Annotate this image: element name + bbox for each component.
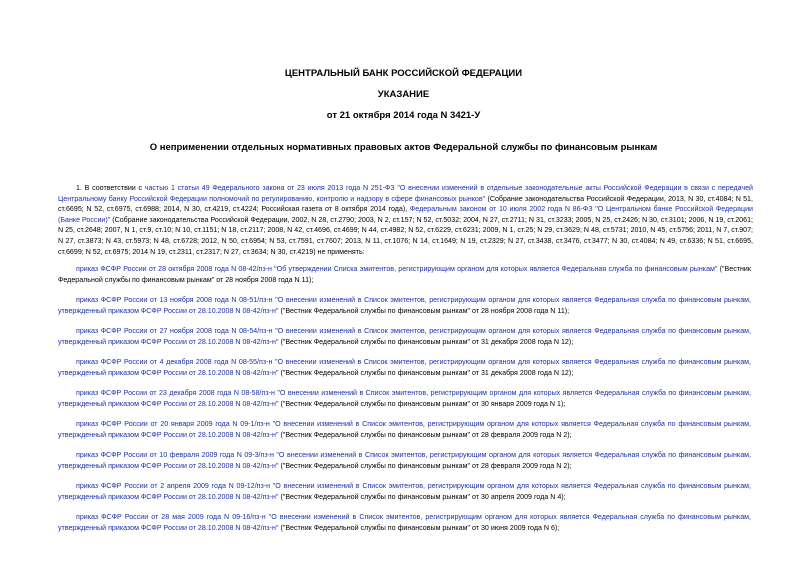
order-link[interactable]: приказ ФСФР России от 20 января 2009 года N 09-1/пз-н "О внесении изменений в Список эмитентов, регистрирующим органом для которых является Федеральная служба по финансовым рынкам, утвержденный приказом ФСФР России от 28.10.2008 N 08-42/пз-н" bbox=[58, 420, 751, 439]
list-item bbox=[58, 326, 751, 347]
publication-reference: ("Вестник Федеральной службы по финансовым рынкам" от 31 декабря 2008 года N 12); bbox=[278, 368, 574, 377]
order-link[interactable]: приказ ФСФР России от 2 апреля 2009 года N 09-12/пз-н "О внесении изменений в Список эмитентов, регистрирующим органом для которых является Федеральная служба по финансовым рынкам, утвержденный приказом ФСФР России от 28.10.2008 N 08-42/пз-н" bbox=[58, 482, 751, 501]
order-link[interactable]: приказ ФСФР России от 23 декабря 2008 года N 08-58/пз-н "О внесении изменений в Список эмитентов, регистрирующим органом для которых является Федеральная служба по финансовым рынкам, утвержденный приказом ФСФР России от 28.10.2008 N 08-42/пз-н" bbox=[58, 389, 751, 408]
list-item bbox=[58, 295, 751, 316]
publication-reference: ("Вестник Федеральной службы по финансовым рынкам" от 30 июня 2009 года N 6); bbox=[278, 523, 560, 532]
publication-reference: ("Вестник Федеральной службы по финансовым рынкам" от 31 декабря 2008 года N 12); bbox=[278, 337, 574, 346]
list-item bbox=[58, 512, 751, 533]
publication-reference: ("Вестник Федеральной службы по финансовым рынкам" от 28 февраля 2009 года N 2); bbox=[278, 430, 572, 439]
paragraph-text: 1. В соответствии с bbox=[76, 184, 145, 192]
order-link[interactable]: приказ ФСФР России от 27 ноября 2008 года N 08-54/пз-н "О внесении изменений в Список эмитентов, регистрирующим органом для которых является Федеральная служба по финансовым рынкам, утвержденный приказом ФСФР России от 28.10.2008 N 08-42/пз-н" bbox=[58, 327, 751, 346]
publication-reference: ("Вестник Федеральной службы по финансовым рынкам" от 30 апреля 2009 года N 4); bbox=[278, 492, 566, 501]
document-subject: О неприменении отдельных нормативных правовых актов Федеральной службы по финансовым рынкам bbox=[149, 142, 658, 153]
paragraph-1 bbox=[58, 183, 753, 257]
order-link[interactable]: приказ ФСФР России от 13 ноября 2008 года N 08-51/пз-н "О внесении изменений в Список эмитентов, регистрирующим органом для которых является Федеральная служба по финансовым рынкам, утвержденный приказом ФСФР России от 28.10.2008 N 08-42/пз-н" bbox=[58, 296, 751, 315]
issuer-org: ЦЕНТРАЛЬНЫЙ БАНК РОССИЙСКОЙ ФЕДЕРАЦИИ bbox=[284, 68, 523, 79]
list-item bbox=[58, 264, 751, 285]
list-item bbox=[58, 419, 751, 440]
law-251-fz-link[interactable]: частью 1 статьи 49 Федерального закона от 23 июля 2013 года N 251-ФЗ "О внесении изменений в отдельные законодательные акты Российской Федерации в связи с передачей Центральному банку Российской Федерации полномочий по регулированию, контролю и надзору в сфере финансовых рынков" bbox=[58, 184, 753, 203]
list-item bbox=[58, 450, 751, 471]
order-link[interactable]: приказ ФСФР России от 4 декабря 2008 года N 08-55/пз-н "О внесении изменений в Список эмитентов, регистрирующим органом для которых является Федеральная служба по финансовым рынкам, утвержденный приказом ФСФР России от 28.10.2008 N 08-42/пз-н" bbox=[58, 358, 751, 377]
paragraph-text: (Собрание законодательства Российской Федерации, 2013, N 30, ст.4084; N 51, ст.6695; N 52, ст.6975, ст.6988; 2014, N 30, ст.4219, ст.4224; Российская газета от 8 октября 2014 года), bbox=[58, 194, 753, 214]
order-link[interactable]: приказ ФСФР России от 28 мая 2009 года N 09-16/пз-н "О внесении изменений в Список эмитентов, регистрирующим органом для которых является Федеральная служба по финансовым рынкам, утвержденный приказом ФСФР России от 28.10.2008 N 08-42/пз-н" bbox=[58, 513, 751, 532]
order-link[interactable]: приказ ФСФР России от 10 февраля 2009 года N 09-3/пз-н "О внесении изменений в Список эмитентов, регистрирующим органом для которых является Федеральная служба по финансовым рынкам, утвержденный приказом ФСФР России от 28.10.2008 N 08-42/пз-н" bbox=[58, 451, 751, 470]
list-item bbox=[58, 481, 751, 502]
document-date-number: от 21 октября 2014 года N 3421-У bbox=[326, 110, 481, 121]
paragraph-text: (Собрание законодательства Российской Федерации, 2002, N 28, ст.2790; 2003, N 2, ст.157; N 52, ст.5032; 2004, N 27, ст.2711; N 31, ст.3233; 2005, N 25, ст.2426; N 30, ст.3101; 2006, N 19, ст.2061; N 25, ст.2648; 2007, N 1, ст.9, ст.10; N 10, ст.1151; N 18, ст.2117; 2008, N 42, ст.4696, ст.4699; N 44, ст.4982; N 52, ст.6229, ст.6231; 2009, N 1, ст.25; N 29, ст.3629; N 48, ст.5731; 2010, N 45, ст.5756; 2011, N 7, ст.907; N 27, ст.3873; N 43, ст.5973; N 48, ст.6728; 2012, N 50, ст.6954; N 53, ст.7591, ст.7607; 2013, N 11, ст.1076; N 14, ст.1649; N 19, ст.2329; N 27, ст.3438, ст.3476, ст.3477; N 30, ст.4084; N 49, ст.6336; N 51, ст.6695, ст.6699; N 52, ст.6975; 2014 N 19, ст.2311, ст.2317; N 27, ст.3634; N 30, ст.4219) не применять: bbox=[58, 215, 753, 256]
publication-reference: ("Вестник Федеральной службы по финансовым рынкам" от 30 января 2009 года N 1); bbox=[278, 399, 566, 408]
document-type: УКАЗАНИЕ bbox=[377, 89, 430, 100]
list-item bbox=[58, 388, 751, 409]
publication-reference: ("Вестник Федеральной службы по финансовым рынкам" от 28 февраля 2009 года N 2); bbox=[278, 461, 572, 470]
law-86-fz-link[interactable]: Федеральным законом от 10 июля 2002 года N 86-ФЗ "О Центральном банке Российской Федерации (Банке России)" bbox=[58, 205, 753, 224]
list-item bbox=[58, 357, 751, 378]
order-link[interactable]: приказ ФСФР России от 28 октября 2008 года N 08-42/пз-н "Об утверждении Списка эмитентов, регистрирующим органом для которых является Федеральная служба по финансовым рынкам" bbox=[76, 265, 718, 273]
publication-reference: ("Вестник Федеральной службы по финансовым рынкам" от 28 ноября 2008 года N 11); bbox=[58, 265, 751, 284]
publication-reference: ("Вестник Федеральной службы по финансовым рынкам" от 28 ноября 2008 года N 11); bbox=[278, 306, 570, 315]
